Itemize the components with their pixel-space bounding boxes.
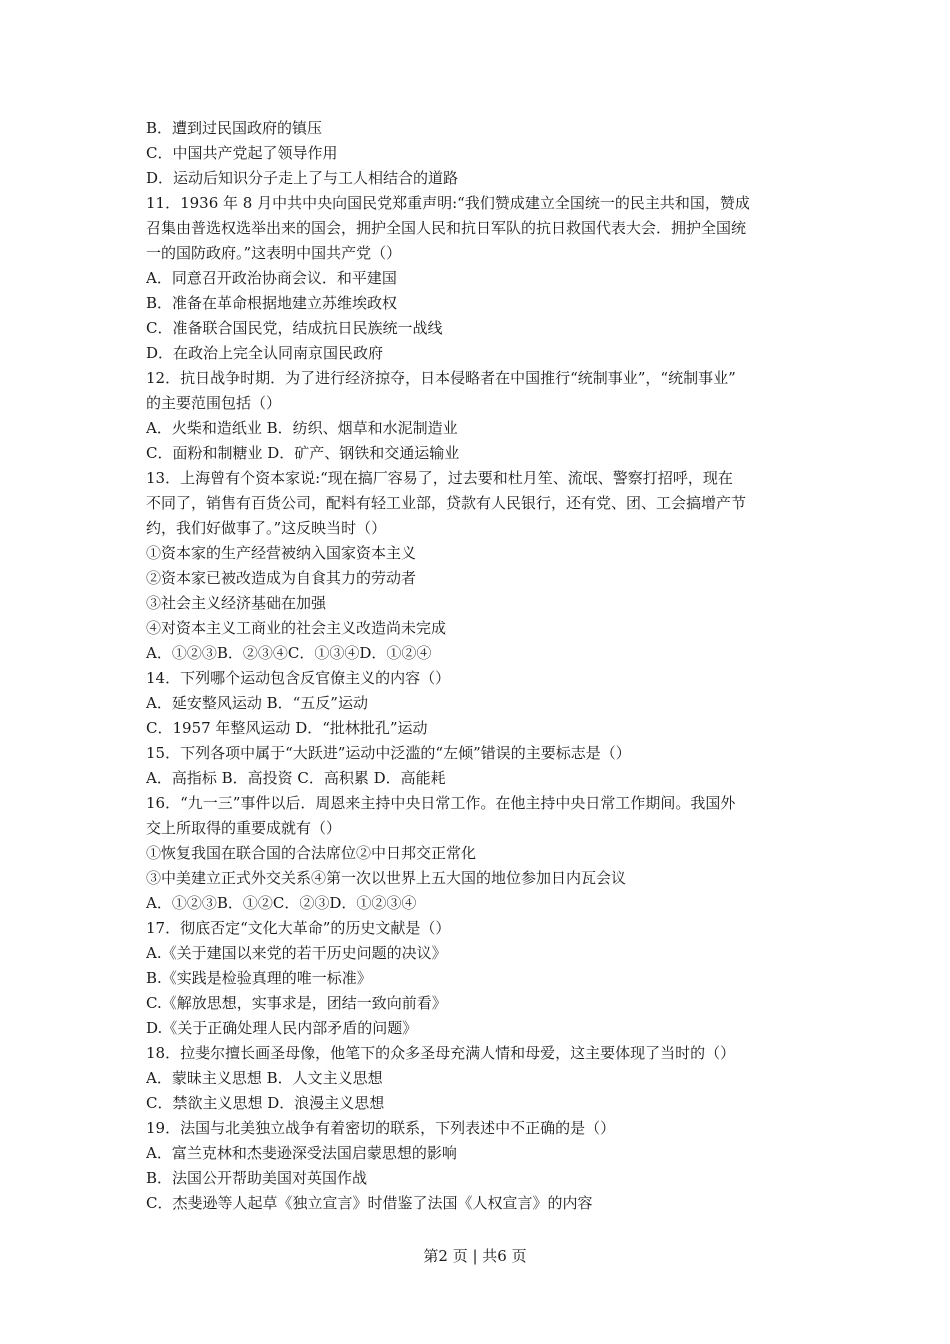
text-line: 18．拉斐尔擅长画圣母像，他笔下的众多圣母充满人情和母爱，这主要体现了当时的（） bbox=[146, 1044, 736, 1062]
text-line: C.《解放思想，实事求是，团结一致向前看》 bbox=[146, 994, 447, 1012]
text-line: A.《关于建国以来党的若干历史问题的决议》 bbox=[146, 944, 447, 962]
text-line: ②资本家已被改造成为自食其力的劳动者 bbox=[146, 569, 417, 587]
text-line: 不同了，销售有百货公司，配料有轻工业部，贷款有人民银行，还有党、团、工会搞增产节 bbox=[146, 494, 747, 512]
text-line: 11．1936 年 8 月中共中央向国民党郑重声明:“我们赞成建立全国统一的民主共和国，赞成 bbox=[146, 194, 750, 212]
text-line: ①恢复我国在联合国的合法席位②中日邦交正常化 bbox=[146, 844, 477, 862]
text-line: B．法国公开帮助美国对英国作战 bbox=[146, 1169, 368, 1187]
text-line: C．禁欲主义思想 D．浪漫主义思想 bbox=[146, 1094, 385, 1112]
text-line: C．1957 年整风运动 D．“批林批孔”运动 bbox=[146, 719, 428, 737]
text-line: 召集由普选权选举出来的国会，拥护全国人民和抗日军队的抗日救国代表大会．拥护全国统 bbox=[146, 219, 747, 237]
text-line: 13．上海曾有个资本家说:“现在搞厂容易了，过去要和杜月笙、流氓、警察打招呼，现在 bbox=[146, 469, 733, 487]
text-line: 约，我们好做事了。”这反映当时（） bbox=[146, 519, 387, 537]
text-line: A．①②③B．②③④C．①③④D．①②④ bbox=[146, 644, 432, 662]
text-line: A．蒙昧主义思想 B．人文主义思想 bbox=[146, 1069, 383, 1087]
text-line: 17．彻底否定“文化大革命”的历史文献是（） bbox=[146, 919, 451, 937]
text-line: A．富兰克林和杰斐逊深受法国启蒙思想的影响 bbox=[146, 1144, 457, 1162]
text-line: A．高指标 B．高投资 C．高积累 D．高能耗 bbox=[146, 769, 446, 787]
text-line: 一的国防政府。”这表明中国共产党（） bbox=[146, 244, 402, 262]
text-line: D.《关于正确处理人民内部矛盾的问题》 bbox=[146, 1019, 418, 1037]
text-line: A．火柴和造纸业 B．纺织、烟草和水泥制造业 bbox=[146, 419, 458, 437]
text-line: C．准备联合国民党，结成抗日民族统一战线 bbox=[146, 319, 443, 337]
text-line: 交上所取得的重要成就有（） bbox=[146, 819, 342, 837]
text-line: ③社会主义经济基础在加强 bbox=[146, 594, 327, 612]
text-line: 19．法国与北美独立战争有着密切的联系，下列表述中不正确的是（） bbox=[146, 1119, 616, 1137]
text-line: 15．下列各项中属于“大跃进”运动中泛滥的“左倾”错误的主要标志是（） bbox=[146, 744, 631, 762]
document-body bbox=[146, 116, 812, 1216]
text-line: 14．下列哪个运动包含反官僚主义的内容（） bbox=[146, 669, 451, 687]
text-line: A．同意召开政治协商会议．和平建国 bbox=[146, 269, 397, 287]
text-line: ③中美建立正式外交关系④第一次以世界上五大国的地位参加日内瓦会议 bbox=[146, 869, 627, 887]
page-footer: 第2 页 | 共6 页 bbox=[423, 1247, 527, 1265]
text-line: 12．抗日战争时期．为了进行经济掠夺，日本侵略者在中国推行“统制事业”，“统制事业” bbox=[146, 369, 736, 387]
text-line: A．①②③B．①②C．②③D．①②③④ bbox=[146, 894, 417, 912]
text-line: ①资本家的生产经营被纳入国家资本主义 bbox=[146, 544, 417, 562]
text-line: B.《实践是检验真理的唯一标准》 bbox=[146, 969, 372, 987]
text-line: D．运动后知识分子走上了与工人相结合的道路 bbox=[146, 169, 459, 187]
text-line: 16．“九一三”事件以后．周恩来主持中央日常工作。在他主持中央日常工作期间。我国外 bbox=[146, 794, 736, 812]
text-line: C．杰斐逊等人起草《独立宣言》时借鉴了法国《人权宣言》的内容 bbox=[146, 1194, 593, 1212]
text-line: A．延安整风运动 B．“五反”运动 bbox=[146, 694, 368, 712]
text-line: 的主要范围包括（） bbox=[146, 394, 282, 412]
text-line: B．准备在革命根据地建立苏维埃政权 bbox=[146, 294, 398, 312]
text-line: C．面粉和制糖业 D．矿产、钢铁和交通运输业 bbox=[146, 444, 460, 462]
text-line: B．遭到过民国政府的镇压 bbox=[146, 119, 323, 137]
text-line: ④对资本主义工商业的社会主义改造尚未完成 bbox=[146, 619, 447, 637]
text-line: C．中国共产党起了领导作用 bbox=[146, 144, 338, 162]
text-line: D．在政治上完全认同南京国民政府 bbox=[146, 344, 384, 362]
